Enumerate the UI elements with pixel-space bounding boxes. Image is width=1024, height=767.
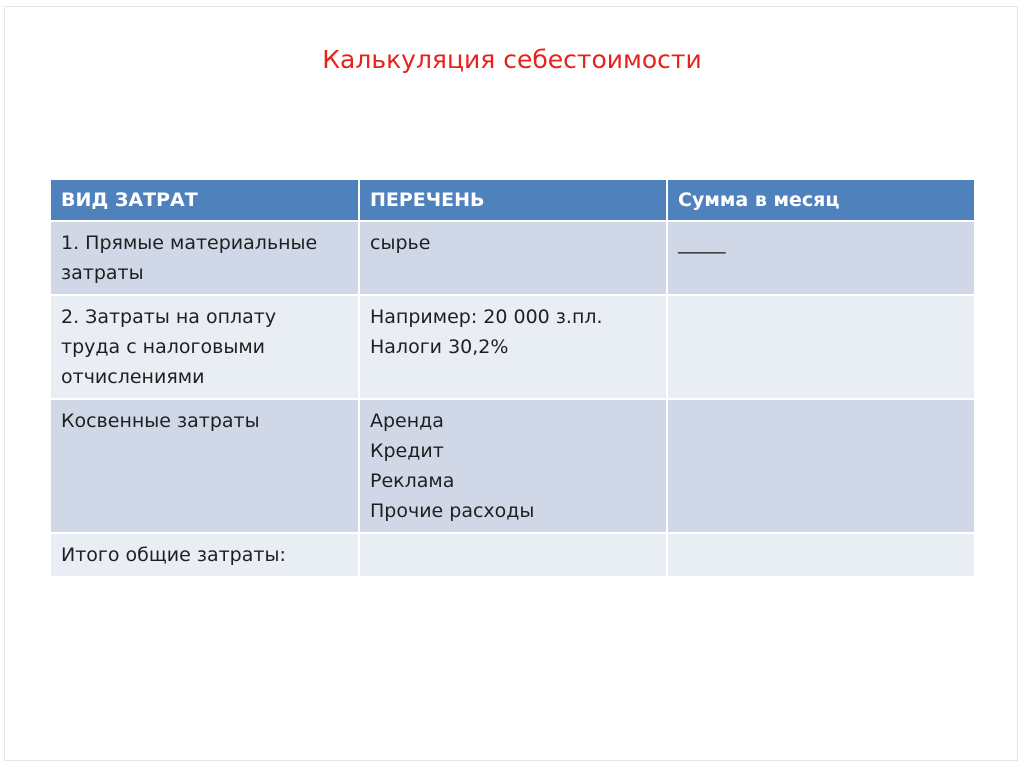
table-row <box>50 295 975 399</box>
cost-calculation-table <box>49 178 976 578</box>
header-list: ПЕРЕЧЕНЬ <box>359 179 667 221</box>
amount-cell <box>667 533 975 577</box>
amount-cell <box>667 295 975 399</box>
list-line: Например: 20 000 з.пл. <box>370 306 603 328</box>
cost-type-line: труда с налоговыми <box>61 336 265 358</box>
list-line: Налоги 30,2% <box>370 336 509 358</box>
cost-type-line: 1. Прямые материальные <box>61 232 318 254</box>
cost-type-line: Косвенные затраты <box>61 410 260 432</box>
list-cell <box>359 533 667 577</box>
cost-type-line: отчислениями <box>61 366 205 388</box>
amount-cell <box>667 221 975 295</box>
cost-type-cell <box>50 221 359 295</box>
table-row <box>50 221 975 295</box>
cost-type-cell <box>50 533 359 577</box>
slide-title: Калькуляция себестоимости <box>322 45 702 74</box>
list-line: Кредит <box>370 440 444 462</box>
cost-type-line: Итого общие затраты: <box>61 544 286 566</box>
table-row <box>50 399 975 533</box>
cost-type-cell <box>50 399 359 533</box>
amount-cell <box>667 399 975 533</box>
table-header-row <box>50 179 975 221</box>
header-cost-type: ВИД ЗАТРАТ <box>50 179 359 221</box>
amount-value: _____ <box>678 232 726 254</box>
list-line: сырье <box>370 232 431 254</box>
list-cell <box>359 399 667 533</box>
header-monthly-amount: Сумма в месяц <box>667 179 975 221</box>
list-line: Реклама <box>370 470 455 492</box>
cost-type-cell <box>50 295 359 399</box>
cost-type-line: затраты <box>61 262 144 284</box>
cost-type-line: 2. Затраты на оплату <box>61 306 277 328</box>
table-row <box>50 533 975 577</box>
list-cell <box>359 295 667 399</box>
list-line: Прочие расходы <box>370 500 535 522</box>
list-line: Аренда <box>370 410 444 432</box>
list-cell <box>359 221 667 295</box>
